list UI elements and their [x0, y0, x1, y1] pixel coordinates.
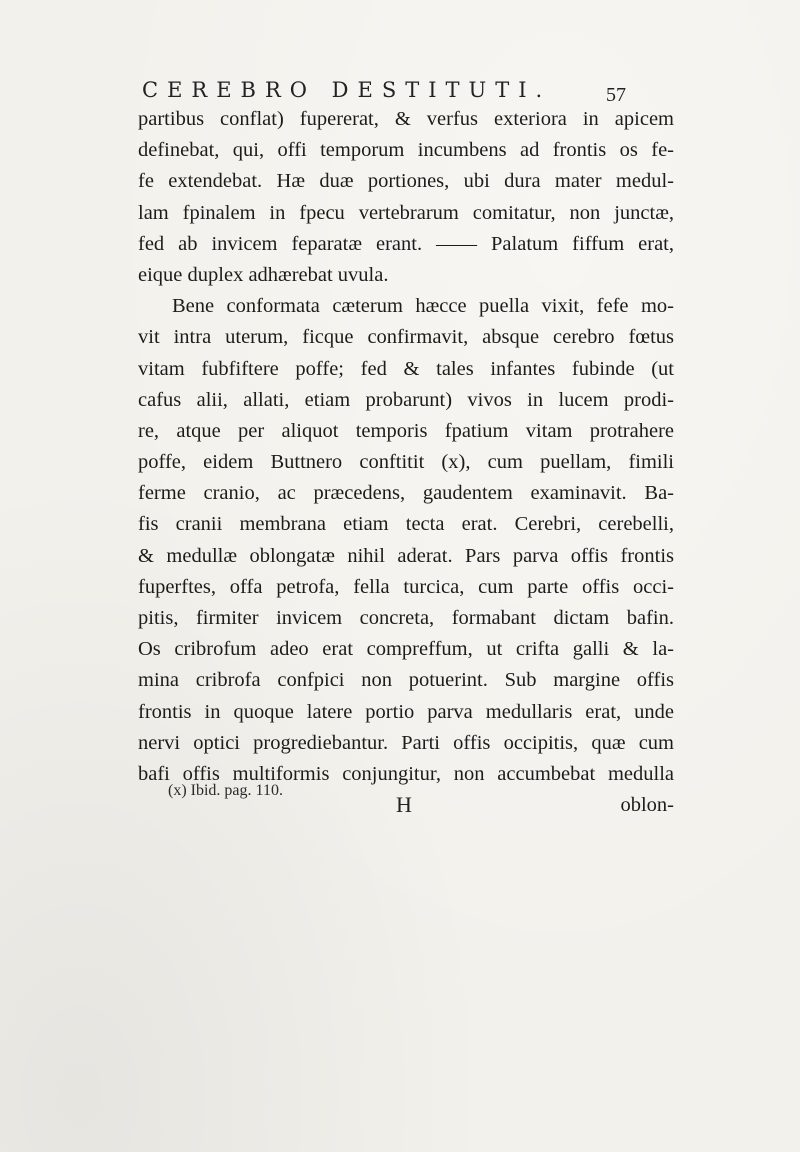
text-line: frontis in quoque latere portio parva medullaris erat, unde [138, 700, 674, 723]
text-line: bafi offis multiformis conjungitur, non accumbebat medulla [138, 762, 674, 785]
text-line: cafus alii, allati, etiam probarunt) vivos in lucem prodi- [138, 388, 674, 411]
text-line: ferme cranio, ac præcedens, gaudentem examinavit. Ba- [138, 482, 674, 505]
running-head: CEREBRO DESTITUTI. [142, 78, 552, 102]
text-line: fe extendebat. Hæ duæ portiones, ubi dura mater medul- [138, 170, 674, 193]
text-line: poffe, eidem Buttnero conftitit (x), cum puellam, fimili [138, 451, 674, 474]
text-line: Bene conformata cæterum hæcce puella vixit, fefe mo- [172, 295, 674, 318]
text-line: fuperftes, offa petrofa, fella turcica, cum parte offis occi- [138, 575, 674, 598]
text-line: nervi optici progrediebantur. Parti offis occipitis, quæ cum [138, 731, 674, 754]
text-line: fed ab invicem feparatæ erant. —— Palatum fiffum erat, [138, 232, 674, 255]
signature-mark: H [396, 792, 414, 817]
page-number: 57 [606, 84, 626, 106]
text-line: partibus conflat) fupererat, & verfus exteriora in apicem [138, 108, 674, 130]
text-line: fis cranii membrana etiam tecta erat. Cerebri, cerebelli, [138, 513, 674, 536]
text-line: re, atque per aliquot temporis fpatium vitam protrahere [138, 419, 674, 442]
text-line: eique duplex adhærebat uvula. [138, 263, 389, 286]
text-line: mina cribrofa confpici non potuerint. Sub margine offis [138, 669, 674, 692]
footnote: (x) Ibid. pag. 110. [168, 782, 283, 799]
text-line: & medullæ oblongatæ nihil aderat. Pars parva offis frontis [138, 544, 674, 567]
text-line: vitam fubfiftere poffe; fed & tales infantes fubinde (ut [138, 357, 674, 380]
text-line: vit intra uterum, ficque confirmavit, absque cerebro fœtus [138, 326, 674, 349]
catchword: oblon- [620, 794, 674, 817]
text-line: Os cribrofum adeo erat compreffum, ut crifta galli & la- [138, 638, 674, 661]
text-line: pitis, firmiter invicem concreta, formabant dictam bafin. [138, 607, 674, 629]
body-text [138, 104, 674, 821]
text-line: definebat, qui, offi temporum incumbens ad frontis os fe- [138, 139, 674, 162]
text-line: lam fpinalem in fpecu vertebrarum comitatur, non junctæ, [138, 201, 674, 224]
